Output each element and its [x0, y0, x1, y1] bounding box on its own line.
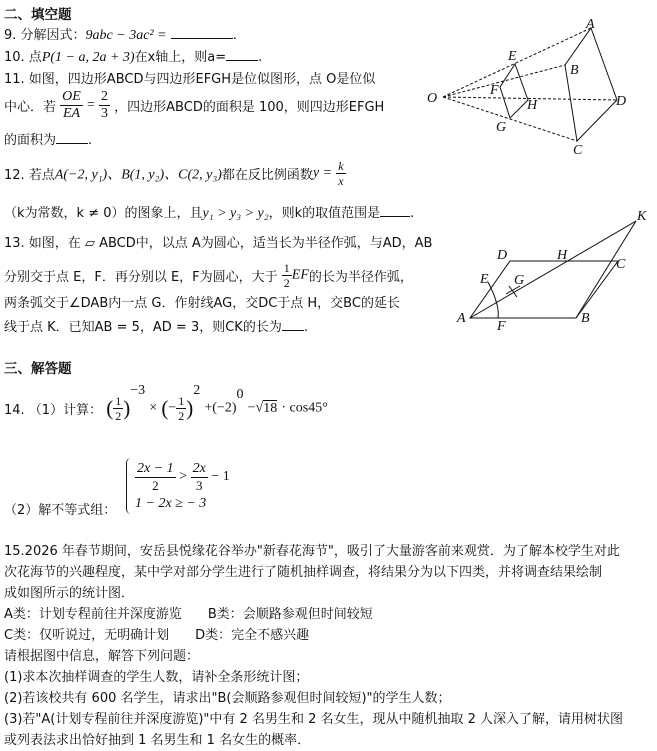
q14-f2-den: 2 [178, 409, 185, 423]
q15-line7: (1)求本次抽样调查的学生人数，请补全条形统计图； [4, 670, 309, 685]
q13-half-fraction [282, 262, 292, 289]
fig2-label-C: C [616, 257, 626, 272]
fig2-label-H: H [557, 248, 568, 263]
q14-sys-minus1: − 1 [211, 469, 230, 484]
question-11-line2 [4, 90, 384, 121]
q11-ratio-fraction [60, 90, 83, 121]
q13-half-num: 1 [283, 261, 290, 275]
q14-frac-half-1 [113, 395, 123, 422]
q13-text-c: 线于点 K．已知AB = 5，AD = 3，则CK的长为 [4, 320, 282, 335]
q11-eq: = [86, 97, 95, 113]
q14-system-brace [126, 458, 131, 514]
label-O: O [427, 91, 438, 106]
q14-system-line2: 1 − 2x ≥ − 3 [135, 496, 207, 511]
question-14-part1: 14. （1）计算： ( $\frac{1}{2}$ )$^{-3}$ × (− $\frac{1}{2}$ )$^2 +(-2)^0 -√18 \cdot \cos 45^\circ$ [4, 383, 328, 423]
q13-end: . [303, 320, 308, 335]
q9-label: 9. 分解因式： [4, 28, 86, 43]
quad-efgh [500, 64, 528, 118]
q11-val-den: 3 [101, 106, 109, 121]
question-12-line2 [4, 202, 414, 222]
q15-line5: C类：仅听说过，无明确计划 D类：完全不感兴趣 [4, 628, 310, 643]
q11-end: . [88, 133, 93, 148]
question-13-line2 [4, 262, 413, 289]
q10-text: 在x轴上，则a= [134, 50, 227, 65]
q14-f1-num: 1 [115, 394, 122, 408]
label-G: G [496, 120, 507, 135]
q12-text-d: ，则k的取值范围是 [268, 206, 381, 221]
q14-sys-b-num: 2x [192, 461, 206, 476]
question-13-line3: 两条弧交于∠DAB内一点 G．作射线AG，交DC于点 H，交BC的延长 [4, 296, 400, 311]
q14-sys-a-num: 2x − 1 [137, 461, 174, 476]
q15-line6: 请根据图中信息，解答下列问题： [4, 649, 200, 664]
question-11-line3 [4, 129, 92, 148]
q12-text-c: （k为常数，k ≠ 0）的图象上，且 [4, 206, 203, 221]
q9-expression: 9abc − 3ac² = [85, 28, 167, 43]
construction-arc [488, 282, 498, 318]
q14-cos: · cos45° [281, 400, 328, 416]
label-B: B [570, 63, 579, 78]
q12-points: A(−2, y₁)、B(1, y₂)、C(2, y₃) [54, 167, 222, 183]
q11-text-b: ，四边形ABCD的面积是 100，则四边形EFGH [114, 100, 385, 115]
q11-answer-blank[interactable] [56, 131, 88, 144]
label-E: E [508, 49, 517, 64]
q14-times: × [149, 400, 158, 416]
q15-line3: 成如图所示的统计图． [4, 586, 135, 601]
q15-line9: (3)若"A(计划专程前往并深度游览)"中有 2 名男生和 2 名女生，现从中随机抽取 2 人深入了解，请用树状图 [4, 712, 624, 727]
quad-abcd [565, 28, 617, 141]
figure-homothety [420, 10, 656, 160]
q14-sys-a-den: 2 [152, 478, 159, 493]
q12-func: y = [312, 165, 333, 181]
q14-f2-num: 1 [178, 394, 185, 408]
q13-half-den: 2 [283, 276, 290, 290]
q12-answer-blank[interactable] [380, 204, 410, 217]
q11-val-num: 2 [101, 89, 109, 104]
question-13-line4 [4, 316, 308, 335]
q15-line1: 15.2026 年春节期间，安岳县悦缘花谷举办"新春花海节"，吸引了大量游客前来观赏．为了解本校学生对此 [4, 544, 620, 559]
q12-k-over-x [336, 160, 345, 187]
q14-sys-frac-b [191, 462, 208, 492]
q14-plus: + [204, 400, 213, 416]
ray-ag [470, 221, 636, 318]
q12-x: x [338, 174, 344, 188]
label-F: F [490, 83, 499, 98]
q14-f1-den: 2 [115, 409, 122, 423]
q15-line2: 次花海节的兴趣程度，某中学对部分学生进行了随机抽样调查，将结果分为以下四类，并将调查结果绘制 [4, 565, 603, 580]
q13-text-b: 的长为半径作弧， [308, 270, 413, 285]
q13-ef: EF [291, 267, 309, 283]
q12-text-b: 都在反比例函数 [221, 168, 313, 183]
fig2-label-D: D [497, 248, 508, 263]
q10-end: . [258, 50, 263, 65]
q15-line4: A类：计划专程前往并深度游览 B类：会顺路参观但时间较短 [4, 607, 373, 622]
q11-frac-num: OE [62, 89, 81, 104]
q9-answer-blank[interactable] [171, 26, 233, 39]
q12-text-a: 12. 若点 [4, 168, 55, 183]
fig2-label-E: E [480, 272, 489, 287]
question-9: 9. 分解因式：9abc − 3ac² = . [4, 28, 237, 43]
q14-exp-2: 2 [193, 383, 201, 398]
homothety-rays [443, 28, 617, 141]
q10-point: P(1 − a, 2a + 3) [41, 50, 135, 65]
section-heading-fill-in: 二、填空题 [4, 7, 72, 23]
question-15 [4, 541, 654, 751]
q11-text-c: 的面积为 [4, 133, 57, 148]
q12-end: . [410, 206, 415, 221]
q14-sys-b-den: 3 [195, 478, 203, 493]
section-heading-solutions: 三、解答题 [4, 361, 72, 377]
question-13-line1: 13. 如图，在 ▱ ABCD中，以点 A为圆心，适当长为半径作弧，与AD，AB [4, 236, 433, 251]
question-11-line1: 11. 如图，四边形ABCD与四边形EFGH是位似图形，点 O是位似 [4, 72, 376, 87]
q13-answer-blank[interactable] [282, 318, 304, 331]
question-12-line1 [4, 160, 346, 187]
figure-parallelogram [450, 205, 656, 335]
q14-frac-half-2 [176, 395, 186, 422]
q14-sqrt: 18 [263, 400, 278, 416]
q12-inequality: y₁ > y₃ > y₂ [202, 206, 269, 221]
q10-answer-blank[interactable] [226, 48, 258, 61]
q11-frac-den: EA [62, 106, 81, 121]
label-D: D [616, 94, 627, 109]
q15-line8: (2)若该校共有 600 名学生，请求出"B(会顺路参观但时间较短)"的学生人数； [4, 691, 451, 706]
fig2-label-A: A [457, 311, 466, 326]
q14-exp-1: −3 [130, 383, 146, 398]
question-10 [4, 46, 262, 66]
q14-zero-term: (−2) [212, 400, 237, 416]
q13-text-a: 分别交于点 E，F．再分别以 E，F为圆心，大于 [4, 270, 278, 285]
q11-value-fraction [99, 90, 110, 121]
label-H: H [527, 98, 538, 113]
q14-minus: − [247, 400, 256, 416]
q14-system-line1 [135, 462, 230, 492]
label-C: C [573, 143, 583, 158]
fig2-label-B: B [581, 311, 590, 326]
q14-exp-0: 0 [236, 387, 244, 402]
q14-part2-label: （2）解不等式组： [4, 503, 117, 518]
fig2-label-F: F [497, 319, 506, 334]
q14-sys-gt: > [179, 469, 188, 484]
q12-k: k [338, 159, 344, 173]
q10-label: 10. 点 [4, 50, 42, 65]
fig2-label-K: K [637, 209, 647, 224]
q11-text-a: 中心．若 [4, 100, 57, 115]
q14-part1-label: 14. （1）计算： [4, 403, 103, 418]
q14-sys-frac-a [135, 462, 176, 492]
extension-bc [576, 221, 636, 318]
q15-line10: 或列表法求出恰好抽到 1 名男生和 1 名女生的概率． [4, 733, 311, 748]
fig2-label-G: G [514, 273, 525, 288]
label-A: A [586, 17, 595, 32]
